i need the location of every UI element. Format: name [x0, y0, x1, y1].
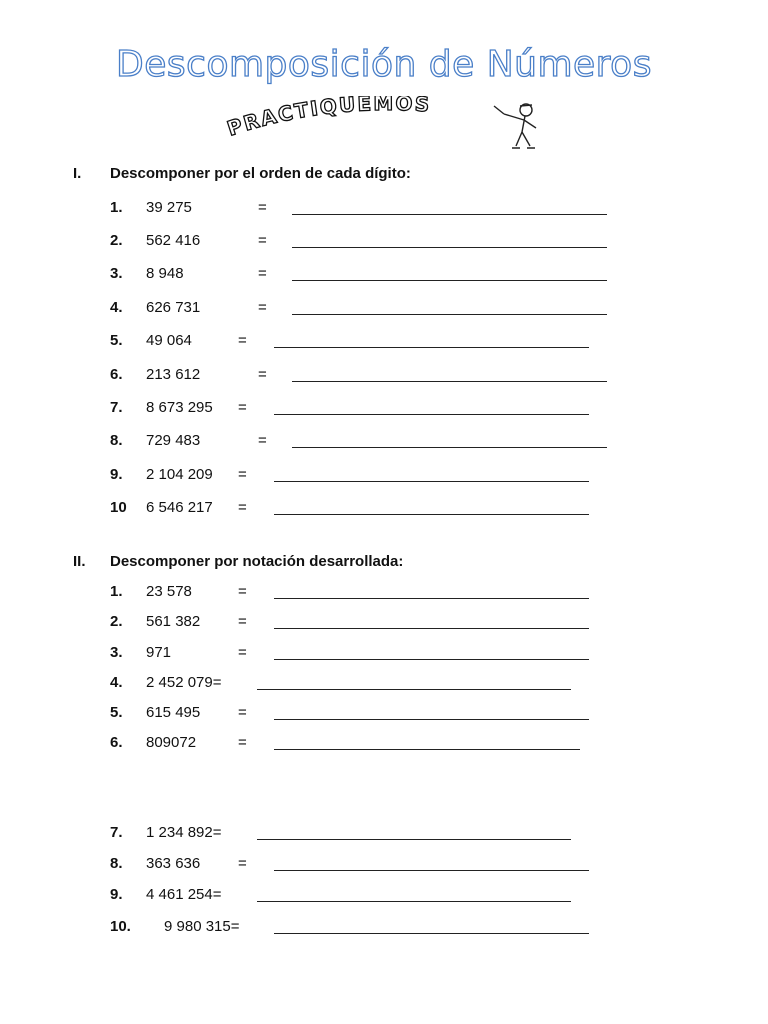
exercise-row — [0, 499, 768, 521]
exercise-row — [0, 199, 768, 221]
exercise-number: 6. — [110, 734, 123, 751]
equals-sign: = — [238, 855, 247, 872]
exercise-value: 6 546 217 — [146, 499, 213, 516]
answer-blank-line[interactable] — [257, 901, 571, 902]
answer-blank-line[interactable] — [274, 719, 589, 720]
section-2-number: II. — [73, 553, 86, 570]
exercise-value: 8 673 295 — [146, 399, 213, 416]
answer-blank-line[interactable] — [292, 381, 607, 382]
cartoon-figure-icon — [494, 104, 536, 148]
exercise-value: 23 578 — [146, 583, 192, 600]
answer-blank-line[interactable] — [274, 481, 589, 482]
equals-sign: = — [238, 583, 247, 600]
exercise-number: 2. — [110, 232, 123, 249]
exercise-row — [0, 918, 768, 940]
exercise-row — [0, 299, 768, 321]
exercise-row — [0, 644, 768, 666]
equals-sign: = — [238, 704, 247, 721]
exercise-number: 7. — [110, 824, 123, 841]
exercise-value: 626 731 — [146, 299, 201, 316]
answer-blank-line[interactable] — [274, 933, 589, 934]
exercise-number: 10 — [110, 499, 127, 516]
exercise-value: 615 495 — [146, 704, 201, 721]
exercise-value: 561 382 — [146, 613, 201, 630]
equals-sign: = — [258, 366, 267, 383]
equals-sign: = — [258, 232, 267, 249]
exercise-value: 729 483 — [146, 432, 201, 449]
exercise-value: 213 612 — [146, 366, 201, 383]
exercise-row — [0, 734, 768, 756]
equals-sign: = — [238, 644, 247, 661]
exercise-row — [0, 432, 768, 454]
exercise-row — [0, 399, 768, 421]
exercise-number: 4. — [110, 674, 123, 691]
answer-blank-line[interactable] — [274, 347, 589, 348]
svg-text:PRACTIQUEMOS — [224, 96, 432, 141]
exercise-value: 9 980 315= — [164, 918, 240, 935]
exercise-value: 2 104 209 — [146, 466, 213, 483]
equals-sign: = — [258, 199, 267, 216]
exercise-number: 4. — [110, 299, 123, 316]
exercise-row — [0, 613, 768, 635]
answer-blank-line[interactable] — [292, 247, 607, 248]
practiquemos-logo — [222, 96, 552, 158]
exercise-number: 3. — [110, 265, 123, 282]
exercise-row — [0, 232, 768, 254]
equals-sign: = — [238, 499, 247, 516]
exercise-row — [0, 824, 768, 846]
section-2-title: Descomponer por notación desarrollada: — [110, 553, 404, 570]
exercise-value: 562 416 — [146, 232, 201, 249]
exercise-row — [0, 886, 768, 908]
exercise-number: 1. — [110, 199, 123, 216]
answer-blank-line[interactable] — [274, 749, 580, 750]
exercise-row — [0, 332, 768, 354]
exercise-row — [0, 466, 768, 488]
exercise-row — [0, 674, 768, 696]
answer-blank-line[interactable] — [274, 598, 589, 599]
exercise-row — [0, 704, 768, 726]
answer-blank-line[interactable] — [274, 628, 589, 629]
exercise-value: 363 636 — [146, 855, 201, 872]
equals-sign: = — [238, 466, 247, 483]
equals-sign: = — [238, 399, 247, 416]
exercise-value: 8 948 — [146, 265, 184, 282]
exercise-number: 10. — [110, 918, 131, 935]
exercise-number: 8. — [110, 432, 123, 449]
exercise-number: 8. — [110, 855, 123, 872]
equals-sign: = — [258, 432, 267, 449]
exercise-number: 5. — [110, 704, 123, 721]
answer-blank-line[interactable] — [274, 659, 589, 660]
answer-blank-line[interactable] — [292, 447, 607, 448]
equals-sign: = — [238, 734, 247, 751]
answer-blank-line[interactable] — [292, 280, 607, 281]
exercise-value: 2 452 079= — [146, 674, 222, 691]
exercise-number: 9. — [110, 466, 123, 483]
exercise-value: 39 275 — [146, 199, 192, 216]
answer-blank-line[interactable] — [274, 514, 589, 515]
answer-blank-line[interactable] — [257, 839, 571, 840]
exercise-number: 7. — [110, 399, 123, 416]
exercise-row — [0, 366, 768, 388]
answer-blank-line[interactable] — [274, 414, 589, 415]
logo-text: PRACTIQUEMOS — [224, 96, 432, 141]
exercise-number: 5. — [110, 332, 123, 349]
exercise-number: 9. — [110, 886, 123, 903]
answer-blank-line[interactable] — [274, 870, 589, 871]
exercise-row — [0, 265, 768, 287]
equals-sign: = — [258, 299, 267, 316]
exercise-row — [0, 583, 768, 605]
exercise-value: 4 461 254= — [146, 886, 222, 903]
exercise-number: 6. — [110, 366, 123, 383]
exercise-value: 1 234 892= — [146, 824, 222, 841]
page-title: Descomposición de Números — [116, 44, 652, 85]
section-1-title: Descomponer por el orden de cada dígito: — [110, 165, 411, 182]
equals-sign: = — [238, 332, 247, 349]
equals-sign: = — [258, 265, 267, 282]
answer-blank-line[interactable] — [292, 314, 607, 315]
answer-blank-line[interactable] — [257, 689, 571, 690]
section-1-number: I. — [73, 165, 82, 182]
equals-sign: = — [238, 613, 247, 630]
exercise-number: 1. — [110, 583, 123, 600]
exercise-value: 971 — [146, 644, 172, 661]
exercise-number: 2. — [110, 613, 123, 630]
exercise-row — [0, 855, 768, 877]
exercise-value: 49 064 — [146, 332, 192, 349]
answer-blank-line[interactable] — [292, 214, 607, 215]
exercise-number: 3. — [110, 644, 123, 661]
exercise-value: 809072 — [146, 734, 197, 751]
